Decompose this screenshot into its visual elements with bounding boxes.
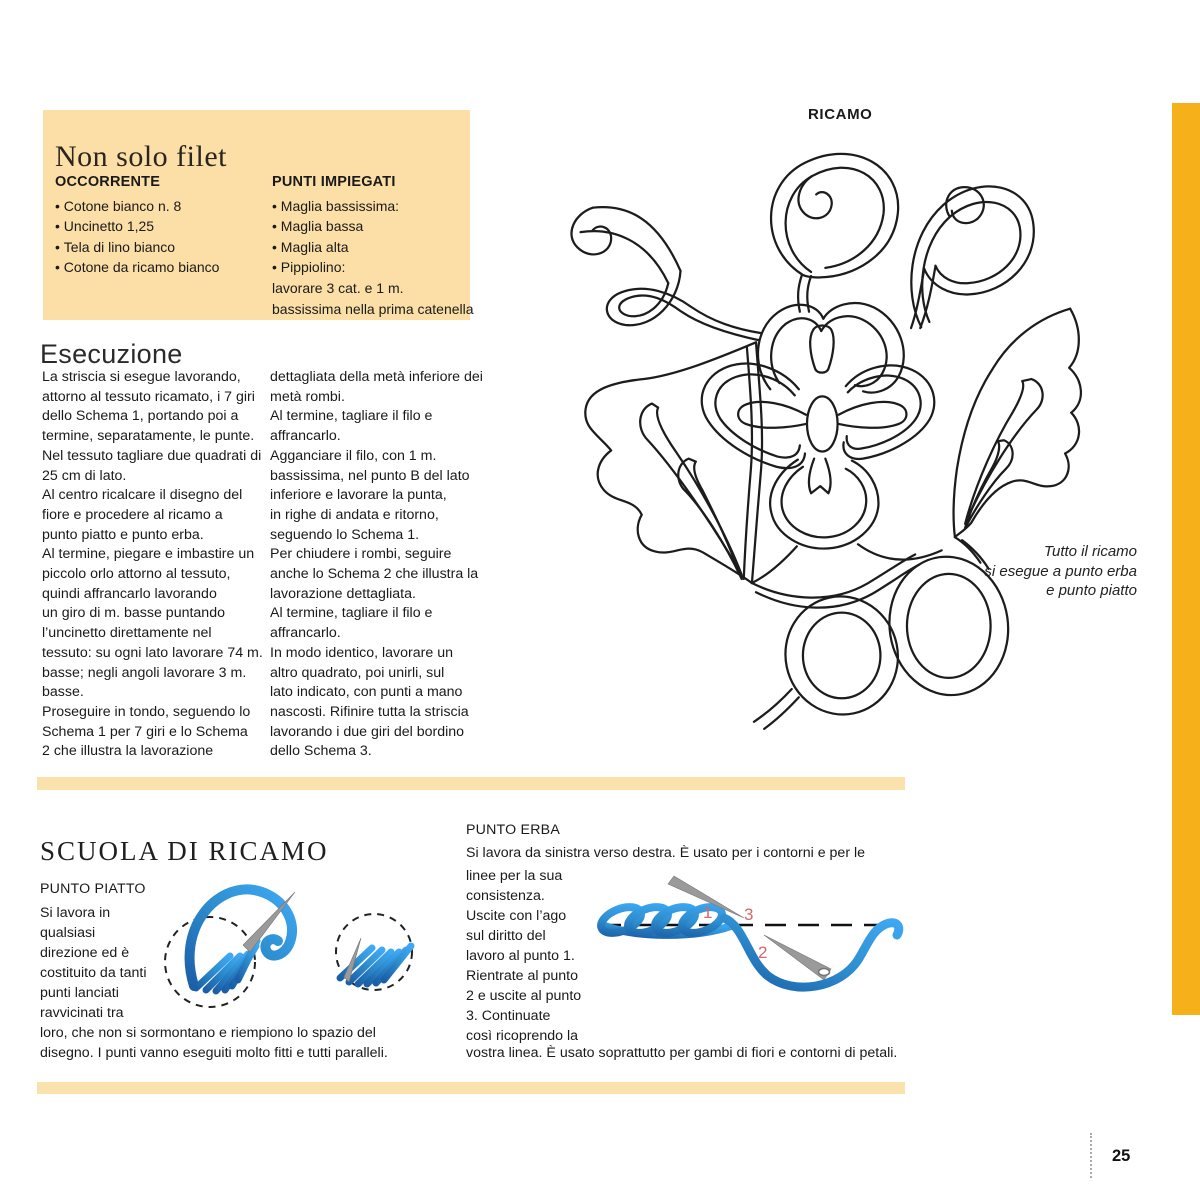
text-line: si esegue a punto erba <box>984 562 1137 580</box>
text-line: un giro di m. basse puntando <box>42 605 225 622</box>
page-number: 25 <box>1112 1147 1131 1165</box>
punti-impiegati-heading: PUNTI IMPIEGATI <box>272 174 396 190</box>
text-line: e punto piatto <box>1046 582 1137 599</box>
needle-eye <box>819 969 830 976</box>
text-line: • Cotone da ricamo bianco <box>55 257 260 278</box>
text-line: lavorazione dettagliata. <box>270 585 416 602</box>
text-line: 25 cm di lato. <box>42 467 127 484</box>
punto-erba-closing: vostra linea. È usato soprattutto per gambi di fiori e contorni di petali. <box>466 1045 898 1061</box>
punto-erba-illustration <box>596 868 908 1040</box>
text-line: lavorare 3 cat. e 1 m. <box>272 279 404 296</box>
text-line: Al termine, tagliare il filo e <box>270 605 433 622</box>
text-line: Tutto il ricamo <box>1043 543 1137 560</box>
esecuzione-column-1 <box>42 368 268 762</box>
text-line: lavorando i due giri del bordino <box>270 723 465 740</box>
occorrente-list <box>55 196 260 278</box>
text-line: Al termine, piegare e imbastire un <box>42 546 255 563</box>
punti-impiegati-note <box>272 278 477 319</box>
text-line: direzione ed è <box>40 945 130 961</box>
text-line: punto piatto e punto erba. <box>42 526 204 543</box>
text-line: affrancarlo. <box>270 625 341 642</box>
text-line: Schema 1 per 7 giri e lo Schema <box>42 723 248 740</box>
occorrente-column <box>55 172 260 278</box>
text-line: • Cotone bianco n. 8 <box>55 196 260 217</box>
text-line: tessuto: su ogni lato lavorare 74 m. <box>42 644 263 661</box>
ricamo-label: RICAMO <box>808 106 873 123</box>
text-line: • Tela di lino bianco <box>55 237 260 258</box>
punto-piatto-text-narrow <box>40 903 170 1023</box>
marker-1: 1 <box>703 903 713 922</box>
text-line: seguendo lo Schema 1. <box>270 526 420 543</box>
text-line: La striscia si esegue lavorando, <box>42 369 241 385</box>
punto-piatto-label: PUNTO PIATTO <box>40 881 146 897</box>
page-edge-accent-bar <box>1172 103 1200 1015</box>
text-line: lato indicato, con punti a mano <box>270 684 463 701</box>
text-line: Uscite con l’ago <box>466 908 567 924</box>
text-line: Nel tessuto tagliare due quadrati di <box>42 447 262 464</box>
text-line: Al termine, tagliare il filo e <box>270 408 433 425</box>
text-line: Agganciare il filo, con 1 m. <box>270 447 437 464</box>
esecuzione-column-2 <box>270 368 496 762</box>
text-line: dello Schema 3. <box>270 743 372 760</box>
punto-erba-label: PUNTO ERBA <box>466 822 560 838</box>
flower-caption <box>965 542 1137 601</box>
text-line: affrancarlo. <box>270 428 341 445</box>
text-line: costituito da tanti <box>40 965 147 981</box>
thread-swoop-graphic <box>724 918 899 987</box>
text-line: punti lanciati <box>40 985 119 1001</box>
text-line: 2 che illustra la lavorazione <box>42 743 214 760</box>
section-divider-bottom <box>37 1082 905 1094</box>
punto-erba-intro: Si lavora da sinistra verso destra. È usato per i contorni e per le <box>466 845 866 861</box>
text-line: altro quadrato, poi unirli, sul <box>270 664 445 681</box>
text-line: • Maglia bassa <box>272 216 477 237</box>
text-line: Proseguire in tondo, seguendo lo <box>42 703 251 720</box>
text-line: lavoro al punto 1. <box>466 948 575 964</box>
marker-2: 2 <box>758 943 768 962</box>
occorrente-heading: OCCORRENTE <box>55 174 161 190</box>
text-line: 3. Continuate <box>466 1008 551 1024</box>
text-line: in righe di andata e ritorno, <box>270 506 439 523</box>
marker-3: 3 <box>744 905 754 924</box>
text-line: linee per la sua <box>466 868 563 884</box>
section-divider-top <box>37 777 905 790</box>
text-line: Si lavora in <box>40 905 111 921</box>
text-line: consistenza. <box>466 888 545 904</box>
text-line: così ricoprendo la <box>466 1028 578 1044</box>
text-line: 2 e uscite al punto <box>466 988 582 1004</box>
text-line: disegno. I punti vanno eseguiti molto fitti e tutti paralleli. <box>40 1045 388 1062</box>
scuola-heading: SCUOLA DI RICAMO <box>40 836 329 866</box>
punti-impiegati-list <box>272 196 477 278</box>
text-line: l’uncinetto direttamente nel <box>42 625 212 642</box>
text-line: Al centro ricalcare il disegno del <box>42 487 243 504</box>
text-line: Per chiudere i rombi, seguire <box>270 546 452 563</box>
text-line: termine, separatamente, le punte. <box>42 428 255 445</box>
text-line: inferiore e lavorare la punta, <box>270 487 447 504</box>
text-line: • Uncinetto 1,25 <box>55 216 260 237</box>
esecuzione-heading: Esecuzione <box>40 339 183 369</box>
text-line: basse; negli angoli lavorare 3 m. <box>42 664 247 681</box>
text-line: quindi affrancarlo lavorando <box>42 585 217 602</box>
text-line: fiore e procedere al ricamo a <box>42 506 223 523</box>
text-line: qualsiasi <box>40 925 96 941</box>
punti-impiegati-column <box>272 172 477 319</box>
text-line: ravvicinati tra <box>40 1005 124 1021</box>
text-line: • Maglia alta <box>272 237 477 258</box>
text-line: • Maglia bassissima: <box>272 196 477 217</box>
text-line: nascosti. Rifinire tutta la striscia <box>270 703 469 720</box>
text-line: basse. <box>42 684 84 701</box>
punto-erba-text-narrow <box>466 866 598 1046</box>
text-line: loro, che non si sormontano e riempiono lo spazio del <box>40 1025 376 1041</box>
text-line: Rientrate al punto <box>466 968 578 984</box>
punto-piatto-illustration <box>158 868 463 1033</box>
embroidery-pattern-illustration <box>552 122 1164 734</box>
article-title: Non solo filet <box>55 140 227 174</box>
text-line: In modo identico, lavorare un <box>270 644 453 661</box>
text-line: • Pippiolino: <box>272 257 477 278</box>
text-line: attorno al tessuto ricamato, i 7 giri <box>42 388 255 405</box>
text-line: sul diritto del <box>466 928 546 944</box>
materials-panel <box>43 110 474 320</box>
text-line: bassissima, nel punto B del lato <box>270 467 470 484</box>
text-line: dello Schema 1, portando poi a <box>42 408 239 425</box>
fold-mark <box>1090 1133 1092 1178</box>
text-line: dettagliata della metà inferiore dei <box>270 369 483 385</box>
text-line: piccolo orlo attorno al tessuto, <box>42 566 231 583</box>
text-line: anche lo Schema 2 che illustra la <box>270 566 479 583</box>
text-line: bassissima nella prima catenella <box>272 300 474 317</box>
text-line: metà rombi. <box>270 388 345 405</box>
